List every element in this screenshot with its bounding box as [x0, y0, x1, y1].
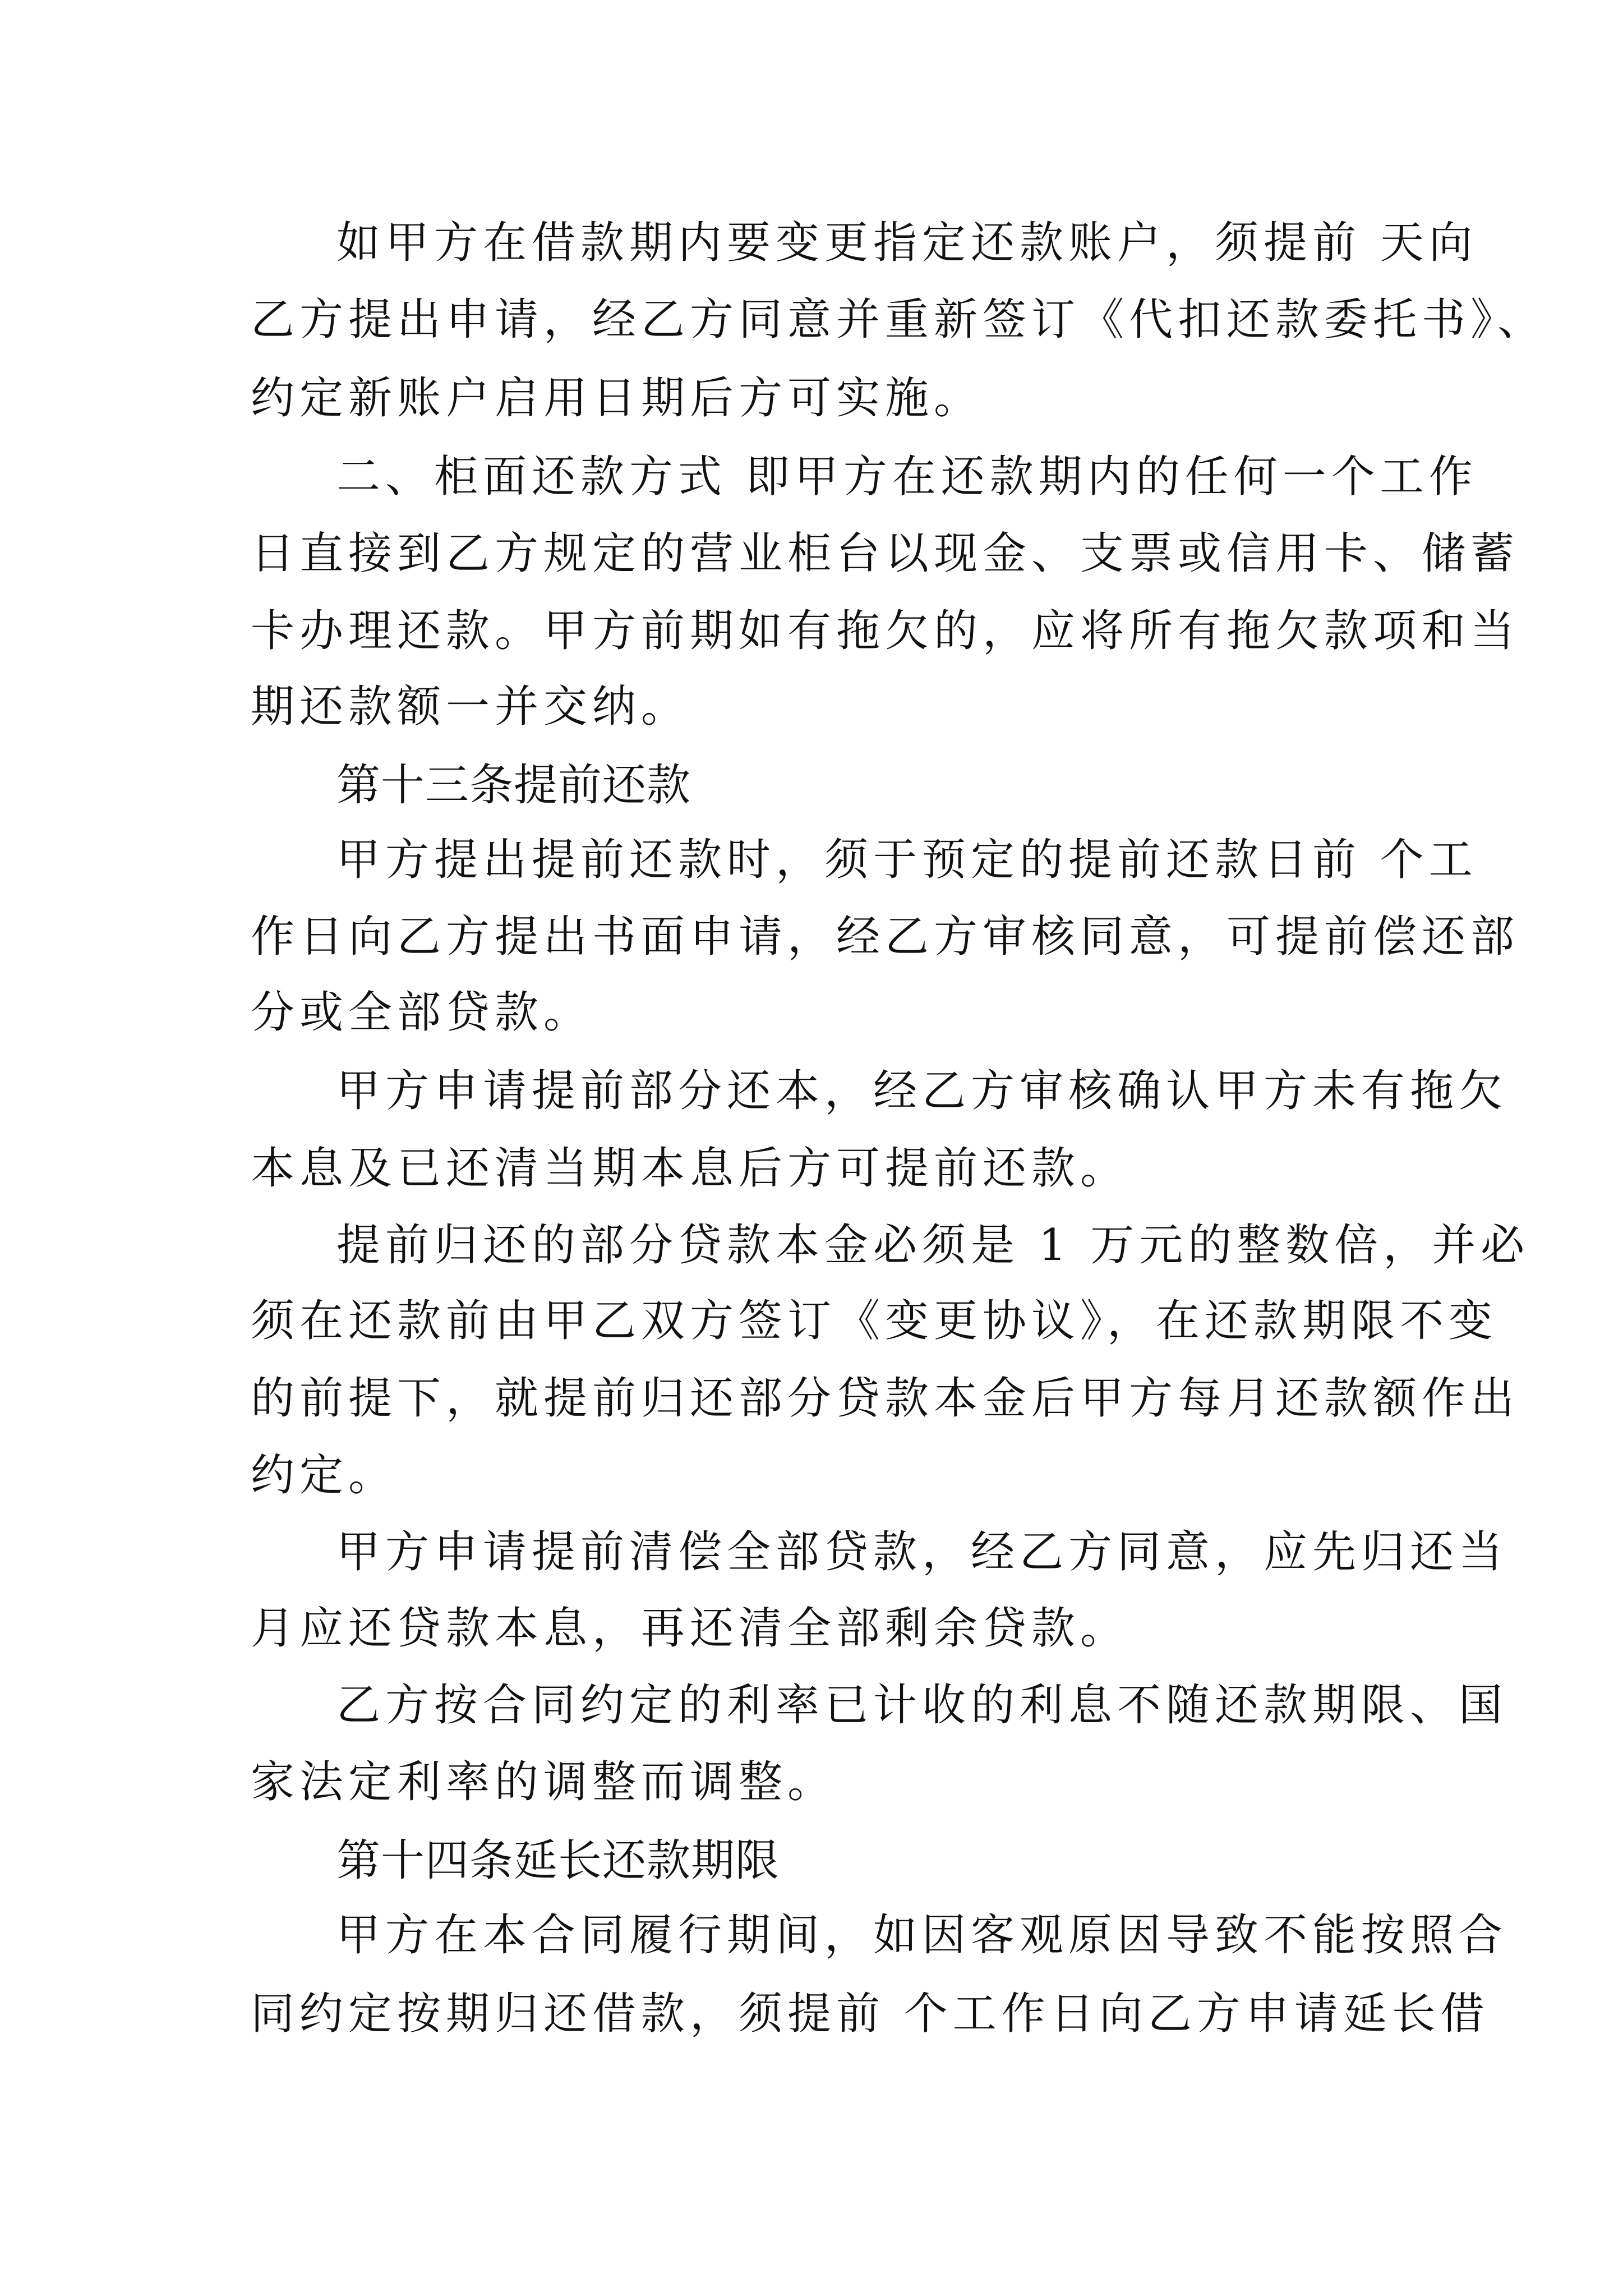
- text-line: 同约定按期归还借款，须提前 个工作日向乙方申请延长借: [251, 1989, 1490, 2039]
- text-line: 期还款额一并交纳。: [251, 682, 690, 732]
- text-line: 如甲方在借款期内要变更指定还款账户，须提前 天向: [336, 218, 1478, 268]
- text-line: 月应还贷款本息，再还清全部剩余贷款。: [251, 1603, 1129, 1654]
- text-line: 二、柜面还款方式 即甲方在还款期内的任何一个工作: [336, 452, 1478, 502]
- text-line: 甲方申请提前清偿全部贷款，经乙方同意，应先归还当: [336, 1527, 1508, 1577]
- section-heading: 第十三条提前还款: [336, 760, 691, 811]
- text-line: 乙方提出申请，经乙方同意并重新签订《代扣还款委托书》、: [251, 295, 1547, 345]
- text-line: 分或全部贷款。: [251, 987, 593, 1038]
- text-line: 甲方在本合同履行期间，如因客观原因导致不能按照合: [336, 1910, 1508, 1961]
- text-line: 提前归还的部分贷款本金必须是 1 万元的整数倍，并必: [336, 1220, 1530, 1271]
- text-line: 约定。: [251, 1450, 398, 1501]
- text-line: 甲方提出提前还款时，须于预定的提前还款日前 个工: [336, 835, 1478, 885]
- text-line: 约定新账户启用日期后方可实施。: [251, 373, 983, 424]
- text-line: 乙方按合同约定的利率已计收的利息不随还款期限、国: [336, 1680, 1508, 1731]
- text-line: 须在还款前由甲乙双方签订《变更协议》，在还款期限不变: [251, 1296, 1498, 1346]
- text-line: 的前提下，就提前归还部分贷款本金后甲方每月还款额作出: [251, 1373, 1520, 1424]
- section-heading: 第十四条延长还款期限: [336, 1835, 780, 1886]
- text-line: 本息及已还清当期本息后方可提前还款。: [251, 1143, 1129, 1194]
- text-line: 家法定利率的调整而调整。: [251, 1757, 837, 1807]
- text-line: 日直接到乙方规定的营业柜台以现金、支票或信用卡、储蓄: [251, 528, 1520, 579]
- text-line: 卡办理还款。甲方前期如有拖欠的，应将所有拖欠款项和当: [251, 606, 1520, 656]
- text-line: 作日向乙方提出书面申请，经乙方审核同意，可提前偿还部: [251, 912, 1520, 962]
- text-line: 甲方申请提前部分还本，经乙方审核确认甲方未有拖欠: [336, 1066, 1508, 1116]
